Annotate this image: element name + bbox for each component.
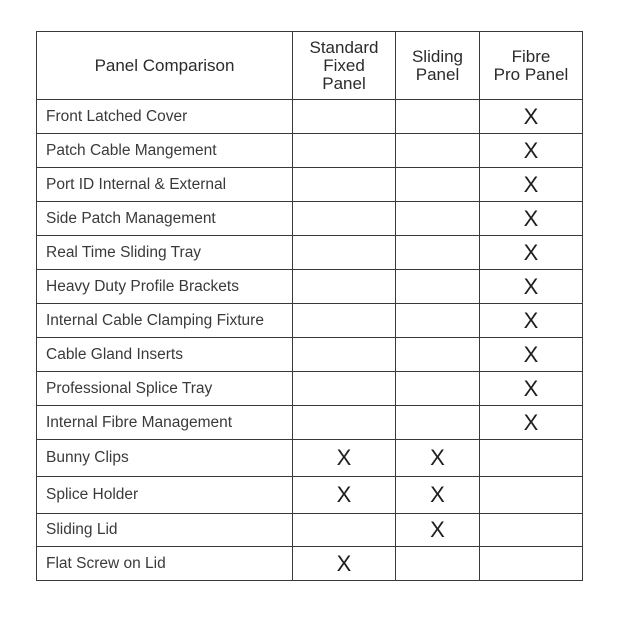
feature-cell: Patch Cable Mangement — [37, 134, 293, 168]
table-row — [37, 134, 583, 168]
header-fibre-line1: Fibre — [511, 46, 551, 66]
standard-cell — [293, 236, 396, 270]
fibre-pro-cell — [480, 477, 583, 514]
table-row — [37, 547, 583, 581]
table-row — [37, 440, 583, 477]
sliding-cell — [396, 236, 480, 270]
standard-cell — [293, 168, 396, 202]
sliding-cell — [396, 168, 480, 202]
fibre-pro-cell: X — [480, 338, 583, 372]
table-row — [37, 338, 583, 372]
fibre-pro-cell: X — [480, 202, 583, 236]
header-fibre-pro-panel — [480, 32, 583, 100]
feature-cell: Front Latched Cover — [37, 100, 293, 134]
fibre-pro-cell: X — [480, 134, 583, 168]
feature-cell: Heavy Duty Profile Brackets — [37, 270, 293, 304]
fibre-pro-cell — [480, 440, 583, 477]
feature-cell: Splice Holder — [37, 477, 293, 514]
standard-cell — [293, 202, 396, 236]
fibre-pro-cell: X — [480, 236, 583, 270]
feature-cell: Flat Screw on Lid — [37, 547, 293, 581]
sliding-cell: X — [396, 477, 480, 514]
sliding-cell — [396, 134, 480, 168]
sliding-cell — [396, 270, 480, 304]
table-row — [37, 168, 583, 202]
sliding-cell — [396, 100, 480, 134]
feature-cell: Professional Splice Tray — [37, 372, 293, 406]
table-row — [37, 372, 583, 406]
feature-cell: Port ID Internal & External — [37, 168, 293, 202]
feature-cell: Internal Cable Clamping Fixture — [37, 304, 293, 338]
sliding-cell — [396, 372, 480, 406]
header-standard-line1: Standard — [309, 37, 379, 57]
header-standard-line3: Panel — [322, 73, 366, 93]
standard-cell — [293, 304, 396, 338]
feature-cell: Sliding Lid — [37, 514, 293, 547]
sliding-cell — [396, 338, 480, 372]
fibre-pro-cell — [480, 514, 583, 547]
panel-comparison-table — [36, 31, 583, 581]
table-row — [37, 477, 583, 514]
standard-cell — [293, 372, 396, 406]
header-panel-comparison-text: Panel Comparison — [94, 55, 235, 75]
table-row — [37, 236, 583, 270]
standard-cell — [293, 134, 396, 168]
table-row — [37, 202, 583, 236]
standard-cell — [293, 100, 396, 134]
table-row — [37, 406, 583, 440]
sliding-cell — [396, 304, 480, 338]
sliding-cell — [396, 406, 480, 440]
feature-cell: Internal Fibre Management — [37, 406, 293, 440]
header-sliding-line2: Panel — [415, 64, 460, 84]
fibre-pro-cell: X — [480, 270, 583, 304]
standard-cell: X — [293, 477, 396, 514]
standard-cell: X — [293, 440, 396, 477]
feature-cell: Cable Gland Inserts — [37, 338, 293, 372]
header-standard-fixed-panel — [293, 32, 396, 100]
table-row — [37, 270, 583, 304]
feature-cell: Bunny Clips — [37, 440, 293, 477]
header-standard-line2: Fixed — [323, 55, 365, 75]
table-row — [37, 100, 583, 134]
standard-cell — [293, 514, 396, 547]
sliding-cell: X — [396, 440, 480, 477]
sliding-cell — [396, 547, 480, 581]
header-sliding-line1: Sliding — [411, 46, 464, 66]
fibre-pro-cell: X — [480, 372, 583, 406]
fibre-pro-cell: X — [480, 304, 583, 338]
header-fibre-line2: Pro Panel — [493, 64, 569, 84]
fibre-pro-cell — [480, 547, 583, 581]
header-row — [37, 32, 583, 100]
sliding-cell — [396, 202, 480, 236]
feature-cell: Side Patch Management — [37, 202, 293, 236]
header-sliding-panel — [396, 32, 480, 100]
standard-cell: X — [293, 547, 396, 581]
fibre-pro-cell: X — [480, 406, 583, 440]
standard-cell — [293, 270, 396, 304]
header-panel-comparison — [37, 32, 293, 100]
standard-cell — [293, 338, 396, 372]
feature-cell: Real Time Sliding Tray — [37, 236, 293, 270]
fibre-pro-cell: X — [480, 100, 583, 134]
table-row — [37, 514, 583, 547]
standard-cell — [293, 406, 396, 440]
table-row — [37, 304, 583, 338]
sliding-cell: X — [396, 514, 480, 547]
fibre-pro-cell: X — [480, 168, 583, 202]
